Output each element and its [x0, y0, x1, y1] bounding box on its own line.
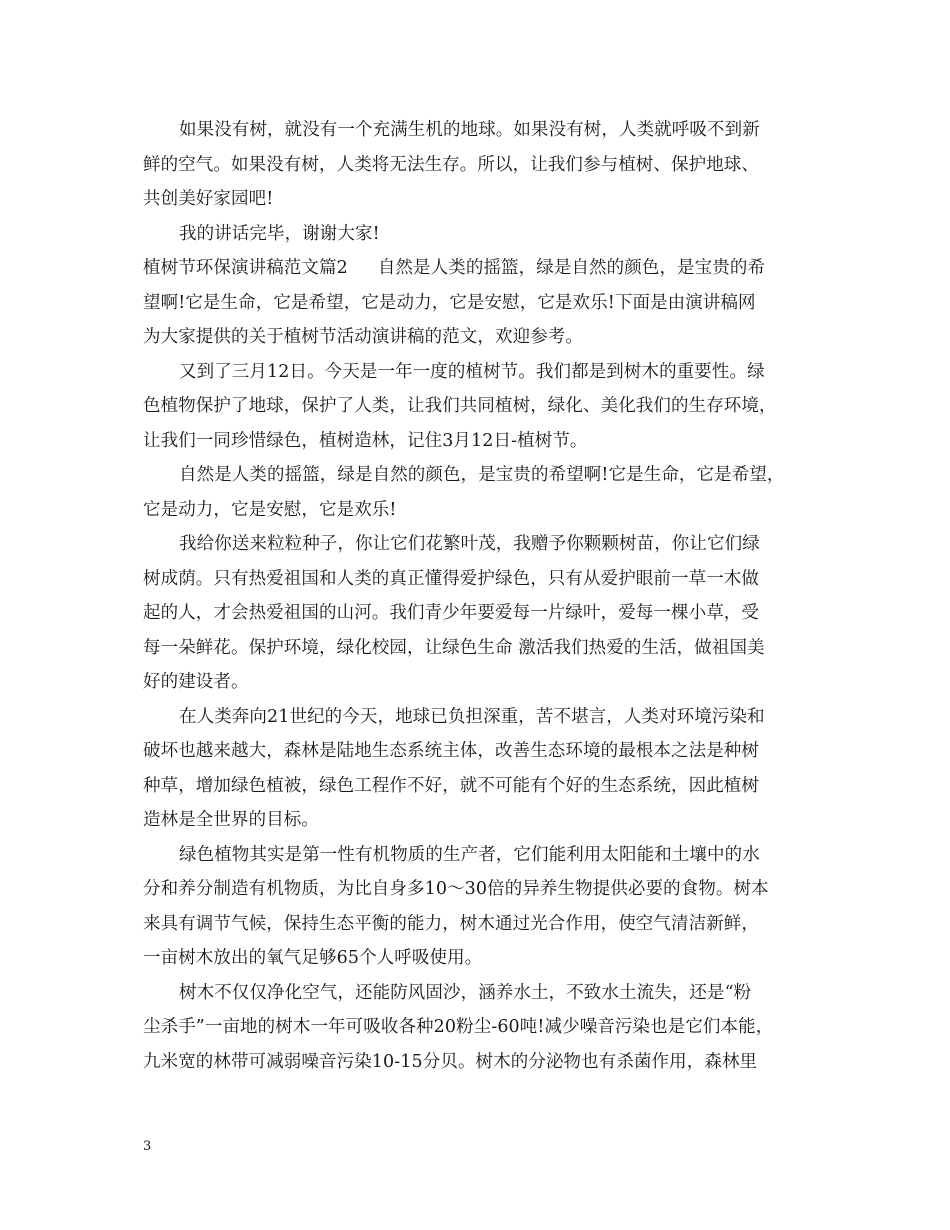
text-line: 好的建设者。 — [143, 672, 249, 692]
text-line: 我给你送来粒粒种子，你让它们花繁叶茂，我赠予你颗颗树苗，你让它们绿 — [179, 534, 760, 554]
text-line: 尘杀手”一亩地的树木一年可吸收各种20粉尘-60吨!减少噪音污染也是它们本能， — [143, 1017, 774, 1037]
text-line: 在人类奔向21世纪的今天，地球已负担深重，苦不堪言，人类对环境污染和 — [179, 706, 765, 727]
text-line: 每一朵鲜花。保护环境，绿化校园，让绿色生命 激活我们热爱的生活，做祖国美 — [143, 637, 765, 658]
text-line: 色植物保护了地球，保护了人类，让我们共同植树，绿化、美化我们的生存环境， — [143, 396, 777, 416]
text-line: 共创美好家园吧! — [143, 189, 274, 209]
text-line: 它是动力，它是安慰，它是欢乐! — [143, 499, 397, 520]
text-line: 破坏也越来越大，森林是陆地生态系统主体，改善生态环境的最根本之法是种树 — [143, 741, 759, 761]
text-line: 让我们一同珍惜绿色，植树造林，记住3月12日-植树节。 — [143, 430, 588, 451]
heading-trailing-text: 自然是人类的摇篮，绿是自然的颜色，是宝贵的希 — [377, 258, 766, 278]
text-line: 九米宽的林带可减弱噪音污染10-15分贝。树木的分泌物也有杀菌作用，森林里 — [143, 1051, 758, 1072]
text-line: 如果没有树，就没有一个充满生机的地球。如果没有树，人类就呼吸不到新 — [179, 120, 760, 140]
text-line: 望啊!它是生命，它是希望，它是动力，它是安慰，它是欢乐!下面是由演讲稿网 — [143, 292, 756, 313]
text-line: 为大家提供的关于植树节活动演讲稿的范文，欢迎参考。 — [143, 327, 583, 347]
text-line: 树成荫。只有热爱祖国和人类的真正懂得爱护绿色，只有从爱护眼前一草一木做 — [143, 568, 759, 589]
text-line: 一亩树木放出的氧气足够65个人呼吸使用。 — [143, 948, 483, 968]
heading-line — [143, 251, 823, 286]
text-line: 绿色植物其实是第一性有机物质的生产者，它们能利用太阳能和土壤中的水 — [179, 844, 760, 865]
text-line: 鲜的空气。如果没有树，人类将无法生存。所以，让我们参与植树、保护地球、 — [143, 154, 759, 175]
text-line: 树木不仅仅净化空气，还能防风固沙，涵养水土，不致水土流失，还是“粉 — [179, 982, 752, 1003]
text-line: 分和养分制造有机物质，为比自身多10～30倍的异养生物提供必要的食物。树本 — [143, 879, 769, 899]
text-line: 造林是全世界的目标。 — [143, 810, 319, 830]
text-line: 又到了三月12日。今天是一年一度的植树节。我们都是到树木的重要性。绿 — [179, 361, 765, 382]
text-line: 来具有调节气候，保持生态平衡的能力，树木通过光合作用，使空气清洁新鲜， — [143, 913, 759, 934]
document-body — [143, 113, 823, 1079]
text-line: 起的人，才会热爱祖国的山河。我们青少年要爱每一片绿叶，爱每一棵小草，受 — [143, 603, 759, 623]
page-number: 3 — [143, 1139, 152, 1154]
text-line: 种草，增加绿色植被，绿色工程作不好，就不可能有个好的生态系统，因此植树 — [143, 775, 759, 796]
text-line: 我的讲话完毕，谢谢大家! — [179, 223, 380, 244]
text-line: 自然是人类的摇篮，绿是自然的颜色，是宝贵的希望啊!它是生命，它是希望， — [179, 465, 785, 485]
section-heading: 植树节环保演讲稿范文篇2 — [143, 258, 348, 278]
